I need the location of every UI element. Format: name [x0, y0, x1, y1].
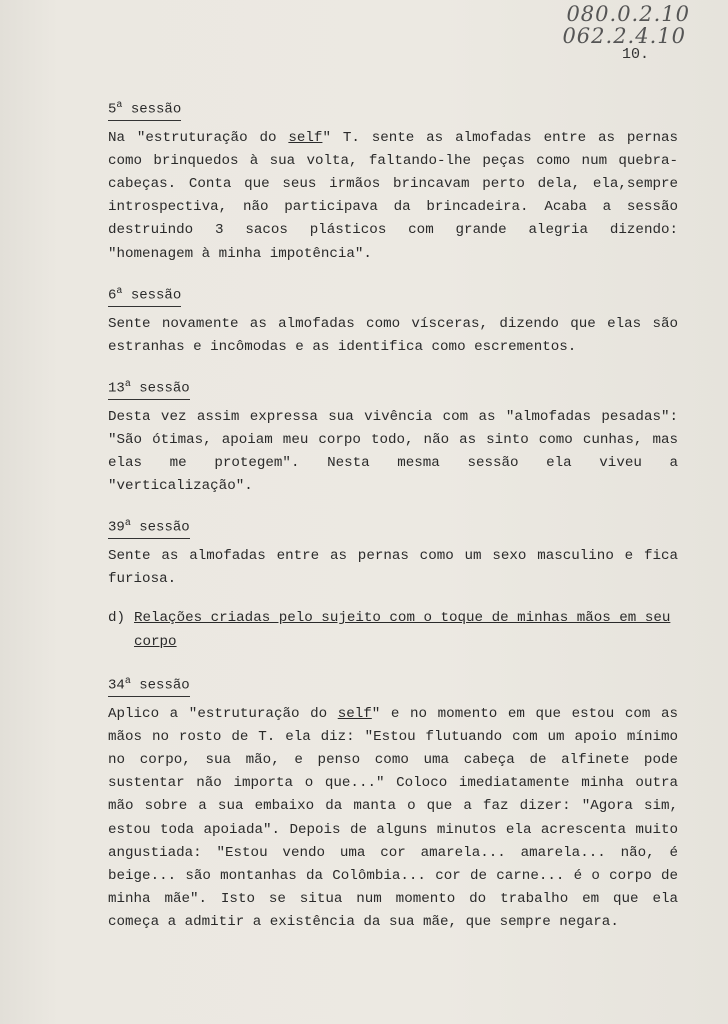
section-paragraph: Na "estruturação do self" T. sente as almofadas entre as pernas como brinquedos à sua volta, faltando-lhe peças como num quebra-cabeças. Conta que seus irmãos brincavam perto dela, ela,sempre introspectiva, não participava da brincadeira. Acaba a sessão destruindo 3 sacos plásticos com grande alegria dizendo: "homenagem à minha impotência".: [108, 129, 679, 262]
section-heading: 6$^a$ sessão: [108, 282, 181, 307]
list-item-d: [108, 607, 678, 653]
page-number: 10.: [622, 46, 650, 63]
section-paragraph: Desta vez assim expressa sua vivência com as "almofadas pesadas": "São ótimas, apoiam meu corpo todo, não as sinto como cunhas, mas elas me protegem". Nesta mesma sessão ela viveu a "verticalização".: [108, 408, 678, 495]
section-heading: 13$^a$ sessão: [108, 375, 190, 400]
section-6: [108, 282, 678, 359]
section-paragraph: Sente novamente as almofadas como vísceras, dizendo que elas são estranhas e incômodas e as identifica como escrementos.: [108, 315, 678, 355]
item-label: d): [108, 610, 126, 627]
handwritten-reference-2: 062.2.4.10: [562, 24, 686, 48]
section-paragraph: Aplico a "estruturação do self" e no momento em que estou com as mãos no rosto de T. ela diz: "Estou flutuando com um apoio mínimo no corpo, sua mão, e penso como uma cabeça de alfinete pode sustentar não importa o que..." Coloco imediatamente minha outra mão sobre a sua embaixo da manta o que a faz dizer: "Agora sim, estou toda apoiada". Depois de alguns minutos ela acrescenta muito angustiada: "Estou vendo uma cor amarela... amarela... não, é beige... são montanhas da Colômbia... cor de carne... é o corpo de minha mãe". Isto se situa num momento do trabalho em que ela começa a admitir a existência da sua mãe, que sempre negara.: [108, 705, 678, 931]
handwritten-reference-1: 080.0.2.10: [566, 2, 690, 26]
section-heading: 34$^a$ sessão: [108, 672, 190, 697]
section-39: [108, 514, 678, 591]
section-5: [108, 96, 678, 266]
section-heading: 5$^a$ sessão: [108, 96, 181, 121]
document-body: [108, 96, 678, 951]
section-paragraph: Sente as almofadas entre as pernas como um sexo masculino e fica furiosa.: [108, 548, 678, 588]
section-34: [108, 672, 678, 935]
section-13: [108, 375, 678, 498]
section-heading: 39$^a$ sessão: [108, 514, 190, 539]
item-heading: Relações criadas pelo sujeito com o toque de minhas mãos em seu corpo: [134, 610, 671, 650]
